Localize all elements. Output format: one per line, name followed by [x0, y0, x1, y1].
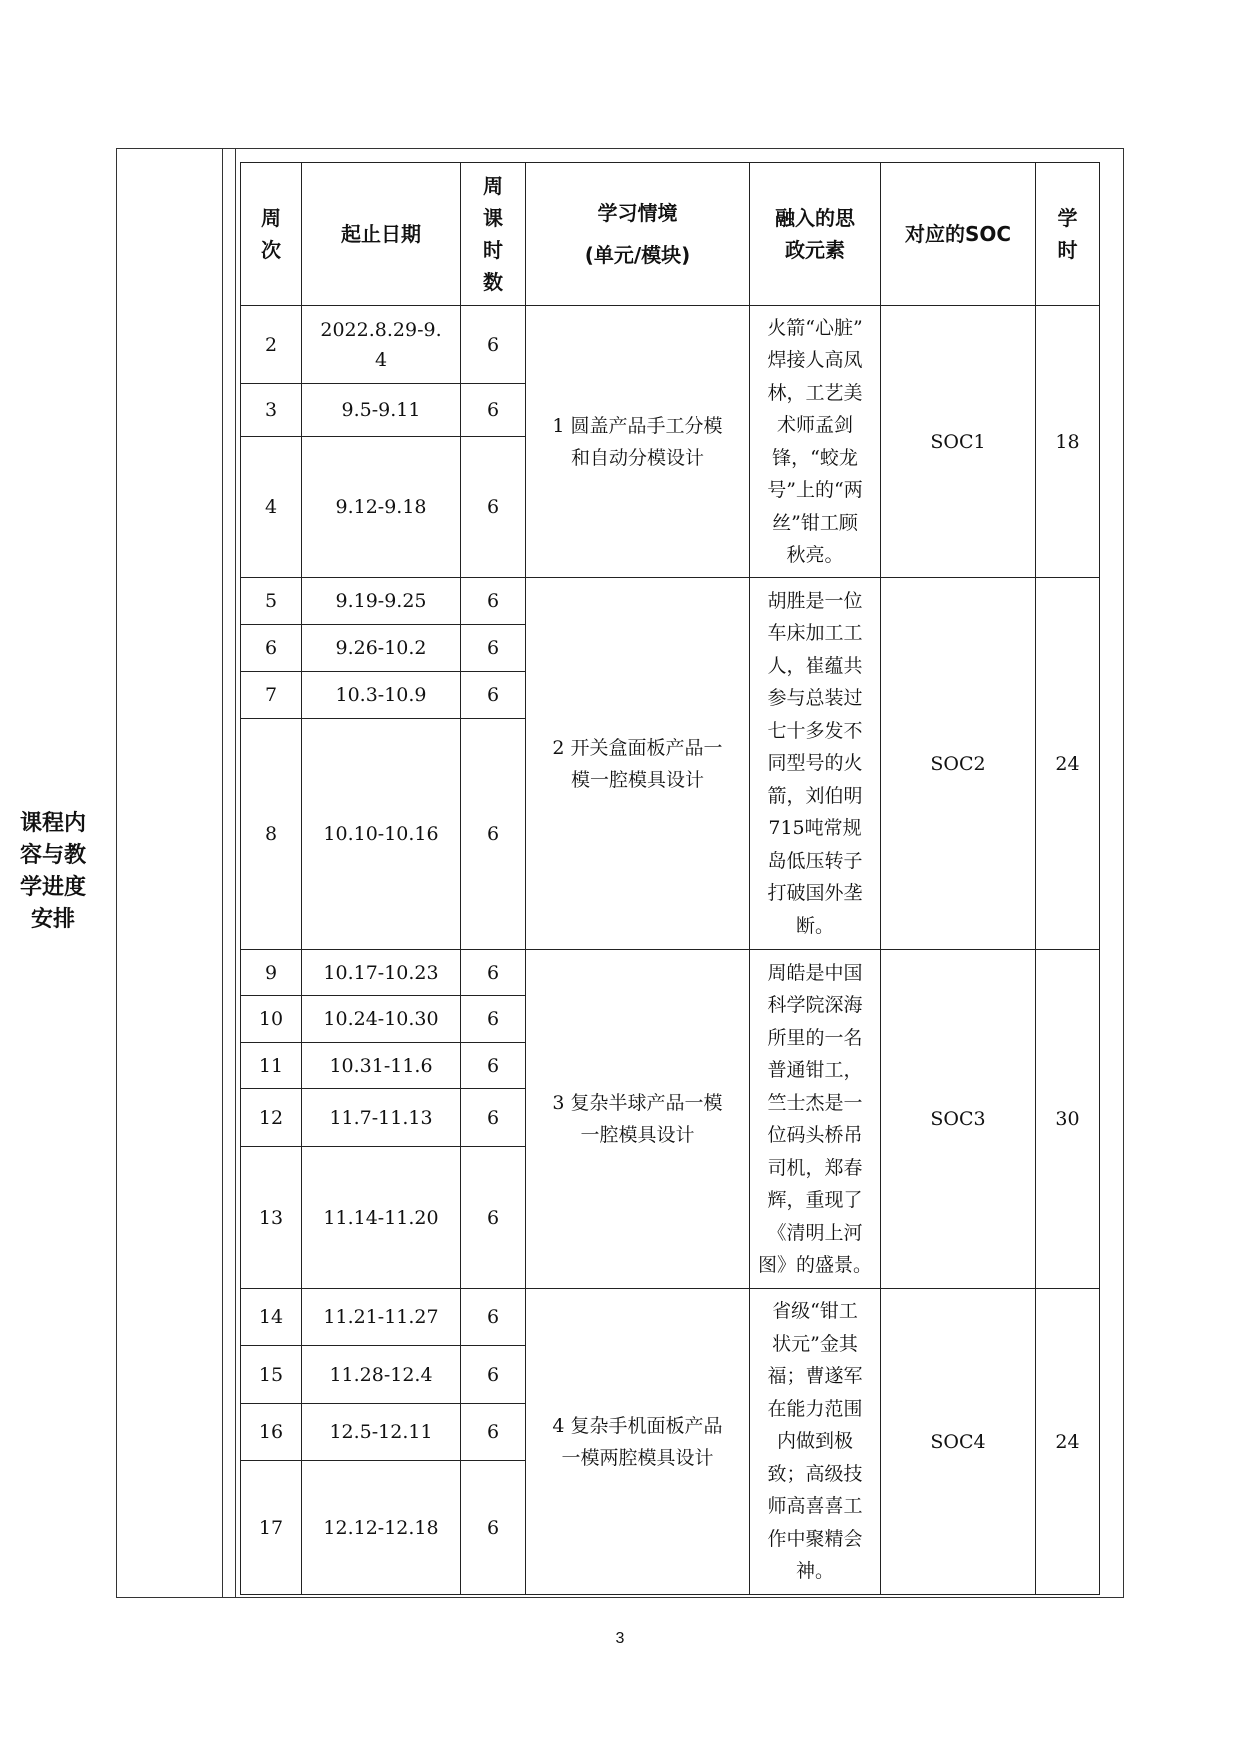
hours-cell: 6 [461, 1043, 526, 1089]
hours-cell: 6 [461, 719, 526, 950]
page-number: 3 [615, 1630, 625, 1647]
group-hours-cell: 30 [1036, 950, 1100, 1289]
header-hours-per-week: 周 课 时 数 [461, 163, 526, 306]
unit-cell: 3 复杂半球产品一模 一腔模具设计 [526, 950, 750, 1289]
soc-cell: SOC2 [881, 578, 1036, 950]
hours-cell: 6 [461, 1461, 526, 1595]
left-column [117, 149, 223, 1597]
hours-cell: 6 [461, 1147, 526, 1289]
hours-cell: 6 [461, 306, 526, 384]
section-label-line: 安排 [30, 907, 75, 932]
header-dates: 起止日期 [302, 163, 461, 306]
week-cell: 2 [241, 306, 302, 384]
week-cell: 13 [241, 1147, 302, 1289]
week-cell: 9 [241, 950, 302, 996]
week-cell: 15 [241, 1346, 302, 1404]
soc-cell: SOC3 [881, 950, 1036, 1289]
group-hours-cell: 24 [1036, 1289, 1100, 1595]
date-cell: 11.21-11.27 [302, 1289, 461, 1346]
date-cell: 2022.8.29-9. 4 [302, 306, 461, 384]
week-cell: 11 [241, 1043, 302, 1089]
table-row [241, 1289, 1100, 1346]
hours-cell: 6 [461, 1346, 526, 1404]
header-hours: 学 时 [1036, 163, 1100, 306]
unit-cell: 4 复杂手机面板产品 一模两腔模具设计 [526, 1289, 750, 1595]
hours-cell: 6 [461, 950, 526, 996]
date-cell: 10.10-10.16 [302, 719, 461, 950]
ideology-cell: 火箭“心脏” 焊接人高凤 林，工艺美 术师孟剑 锋，“蛟龙 号”上的“两 丝”钳工顾 秋亮。 [750, 306, 881, 578]
unit-cell: 2 开关盒面板产品一 模一腔模具设计 [526, 578, 750, 950]
unit-cell: 1 圆盖产品手工分模 和自动分模设计 [526, 306, 750, 578]
soc-cell: SOC1 [881, 306, 1036, 578]
week-cell: 17 [241, 1461, 302, 1595]
week-cell: 16 [241, 1404, 302, 1461]
ideology-cell: 周皓是中国 科学院深海 所里的一名 普通钳工， 竺士杰是一 位码头桥吊 司机，郑春 辉，重现了 《清明上河 图》的盛景。 [750, 950, 881, 1289]
table-row [241, 950, 1100, 996]
header-row [241, 163, 1100, 306]
header-ideology: 融入的思 政元素 [750, 163, 881, 306]
week-cell: 4 [241, 437, 302, 578]
header-week: 周 次 [241, 163, 302, 306]
date-cell: 10.24-10.30 [302, 996, 461, 1043]
week-cell: 7 [241, 672, 302, 719]
week-cell: 12 [241, 1089, 302, 1147]
date-cell: 10.3-10.9 [302, 672, 461, 719]
header-unit: 学习情境 (单元/模块) [526, 163, 750, 306]
date-cell: 10.31-11.6 [302, 1043, 461, 1089]
hours-cell: 6 [461, 1089, 526, 1147]
week-cell: 10 [241, 996, 302, 1043]
hours-cell: 6 [461, 1404, 526, 1461]
hours-cell: 6 [461, 672, 526, 719]
week-cell: 8 [241, 719, 302, 950]
hours-cell: 6 [461, 578, 526, 625]
date-cell: 11.7-11.13 [302, 1089, 461, 1147]
date-cell: 9.12-9.18 [302, 437, 461, 578]
section-label-line: 课程内 [19, 811, 86, 836]
hours-cell: 6 [461, 384, 526, 437]
hours-cell: 6 [461, 1289, 526, 1346]
table-row [241, 578, 1100, 625]
week-cell: 5 [241, 578, 302, 625]
week-cell: 6 [241, 625, 302, 672]
hours-cell: 6 [461, 625, 526, 672]
hours-cell: 6 [461, 437, 526, 578]
hours-cell: 6 [461, 996, 526, 1043]
header-soc: 对应的SOC [881, 163, 1036, 306]
section-label [0, 808, 106, 936]
week-cell: 3 [241, 384, 302, 437]
week-cell: 14 [241, 1289, 302, 1346]
date-cell: 9.5-9.11 [302, 384, 461, 437]
ideology-cell: 胡胜是一位 车床加工工 人，崔蕴共 参与总装过 七十多发不 同型号的火 箭，刘伯明 715吨常规 岛低压转子 打破国外垄 断。 [750, 578, 881, 950]
date-cell: 11.28-12.4 [302, 1346, 461, 1404]
soc-cell: SOC4 [881, 1289, 1036, 1595]
date-cell: 9.19-9.25 [302, 578, 461, 625]
date-cell: 12.12-12.18 [302, 1461, 461, 1595]
date-cell: 9.26-10.2 [302, 625, 461, 672]
ideology-cell: 省级“钳工 状元”金其 福；曹遂军 在能力范围 内做到极 致；高级技 师高喜喜工 作中聚精会 神。 [750, 1289, 881, 1595]
schedule-table [240, 162, 1100, 1595]
date-cell: 11.14-11.20 [302, 1147, 461, 1289]
date-cell: 10.17-10.23 [302, 950, 461, 996]
section-label-line: 学进度 [19, 875, 86, 900]
group-hours-cell: 18 [1036, 306, 1100, 578]
section-label-line: 容与教 [19, 843, 86, 868]
group-hours-cell: 24 [1036, 578, 1100, 950]
table-row [241, 306, 1100, 384]
date-cell: 12.5-12.11 [302, 1404, 461, 1461]
